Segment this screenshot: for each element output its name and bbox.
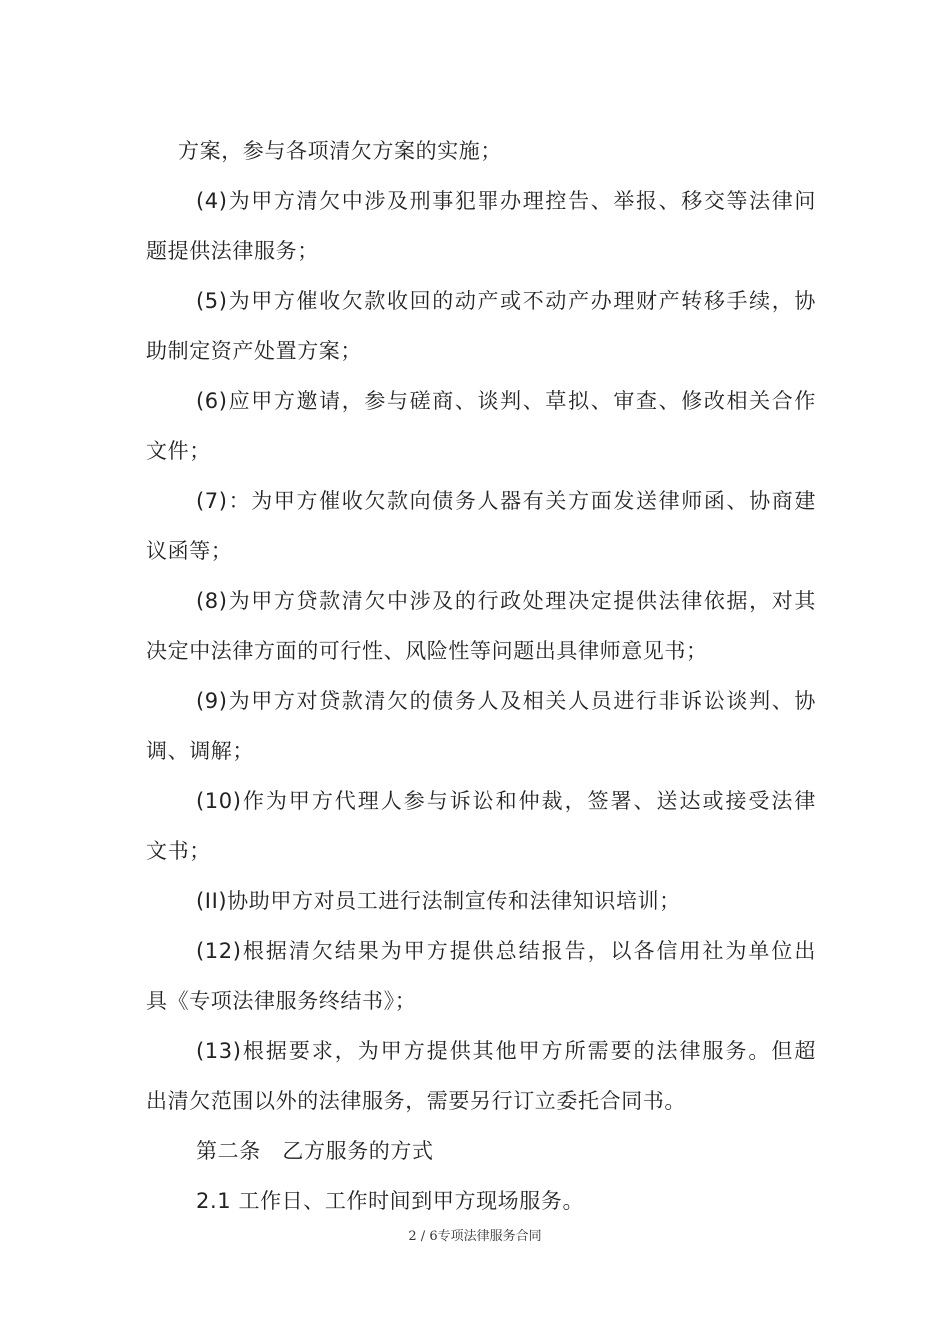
text-line-18: 具《专项法律服务终结书》； [146, 989, 417, 1013]
section-heading: 第二条 乙方服务的方式 [196, 1139, 434, 1163]
text-line-4: (5)为甲方催收欠款收回的动产或不动产办理财产转移手续，协 [196, 289, 816, 313]
text-line-20: 出清欠范围以外的法律服务，需要另行订立委托合同书。 [146, 1089, 686, 1113]
text-line-8: (7)：为甲方催收欠款向债务人器有关方面发送律师函、协商建 [196, 489, 816, 513]
text-line-7: 文件； [146, 439, 211, 463]
text-line-5: 助制定资产处置方案； [146, 339, 362, 363]
text-line-11: 决定中法律方面的可行性、风险性等问题出具律师意见书； [146, 639, 708, 663]
text-line-17: (12)根据清欠结果为甲方提供总结报告，以各信用社为单位出 [196, 939, 816, 963]
text-line-10: (8)为甲方贷款清欠中涉及的行政处理决定提供法律依据，对其 [196, 589, 816, 613]
text-line-13: 调、调解； [146, 739, 254, 763]
text-line-15: 文书； [146, 839, 211, 863]
text-line-1: 方案，参与各项清欠方案的实施； [178, 139, 502, 163]
page-footer: 2 / 6专项法律服务合同 [408, 1229, 542, 1244]
text-line-19: (13)根据要求，为甲方提供其他甲方所需要的法律服务。但超 [196, 1039, 816, 1063]
text-line-16: (II)协助甲方对员工进行法制宣传和法律知识培训； [196, 889, 681, 913]
text-line-9: 议函等； [146, 539, 233, 563]
text-line-12: (9)为甲方对贷款清欠的债务人及相关人员进行非诉讼谈判、协 [196, 689, 816, 713]
text-line-6: (6)应甲方邀请，参与磋商、谈判、草拟、审查、修改相关合作 [196, 389, 816, 413]
text-line-22: 2.1 工作日、工作时间到甲方现场服务。 [196, 1189, 585, 1213]
text-line-14: (10)作为甲方代理人参与诉讼和仲裁，签署、送达或接受法律 [196, 789, 816, 813]
text-line-2: (4)为甲方清欠中涉及刑事犯罪办理控告、举报、移交等法律问 [196, 189, 816, 213]
text-line-3: 题提供法律服务； [146, 239, 319, 263]
